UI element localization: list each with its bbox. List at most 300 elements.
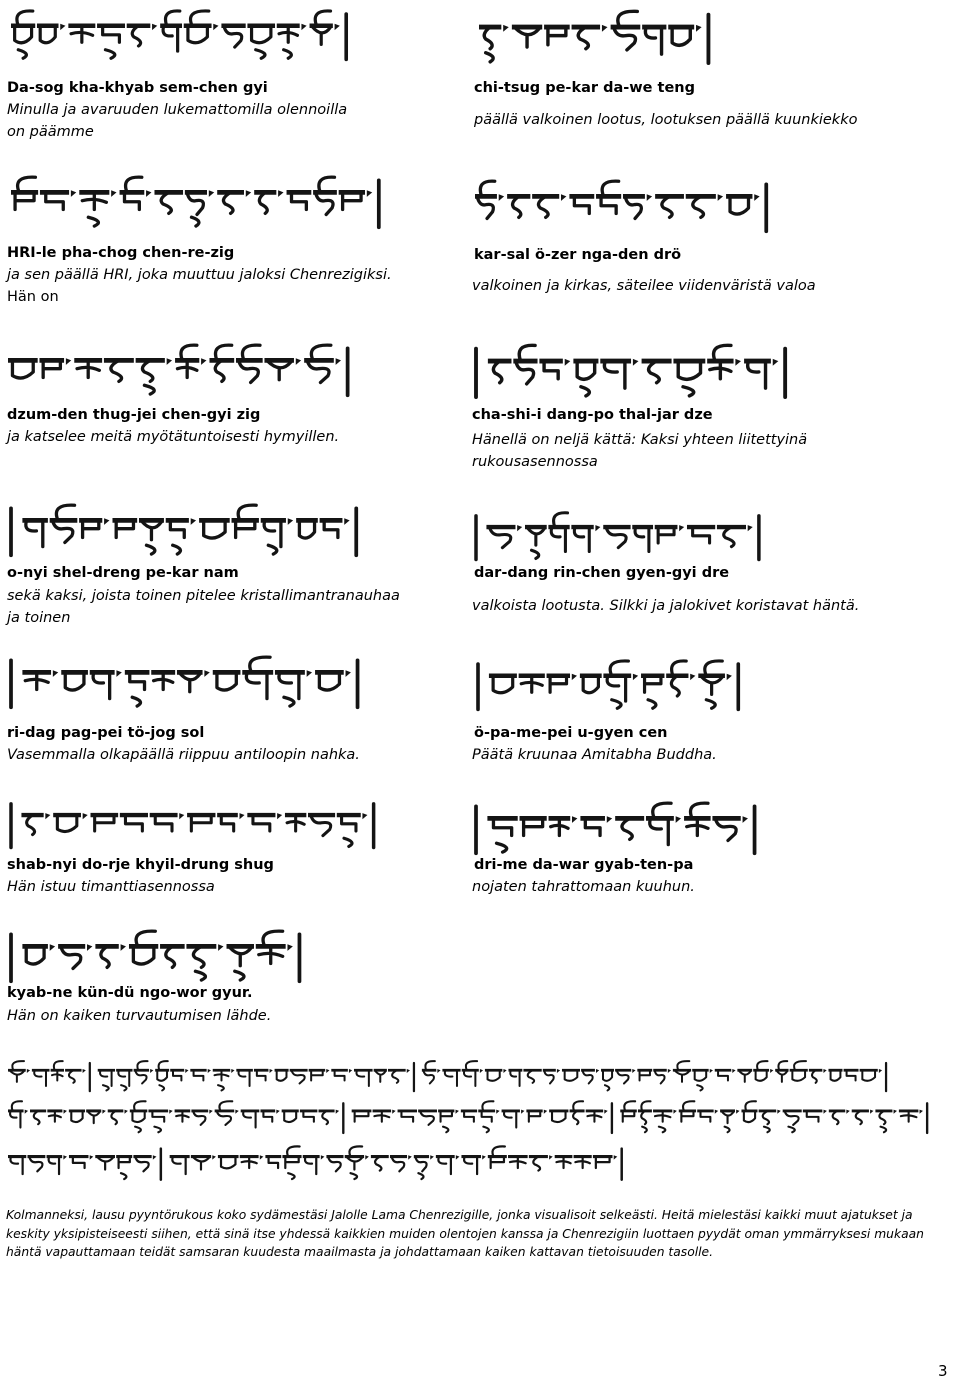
tibetan-glyph: [585, 818, 600, 835]
tibetan-glyph: [510, 1070, 519, 1086]
tibetan-glyph: [743, 816, 748, 823]
tibetan-glyph: [155, 815, 172, 831]
tibetan-glyph: [279, 26, 297, 43]
tibetan-glyph: [362, 813, 367, 819]
tibetan-glyph: [201, 358, 206, 365]
tibetan-glyph: [724, 527, 734, 547]
tibetan-script-image: [5, 500, 423, 560]
tibetan-glyph: [169, 1110, 172, 1114]
tibetan-glyph: [770, 1069, 773, 1073]
tibetan-glyph: [49, 1111, 61, 1122]
tibetan-prose-image: [5, 1098, 935, 1136]
tibetan-glyph: [276, 1110, 279, 1114]
tibetan-glyph: [484, 27, 492, 49]
tibetan-glyph: [77, 360, 99, 377]
tibetan-glyph: [862, 1070, 875, 1081]
tibetan-glyph: [640, 1070, 650, 1080]
tibetan-glyph: [135, 1070, 146, 1083]
tibetan-glyph: [152, 24, 157, 30]
tibetan-glyph: [34, 1070, 46, 1086]
tibetan-glyph: [29, 1157, 42, 1172]
tibetan-glyph: [335, 24, 340, 30]
tibetan-glyph: [93, 672, 110, 698]
tibetan-glyph: [259, 192, 267, 213]
verse-left-3-translation: [7, 426, 339, 448]
tibetan-glyph: [697, 1085, 703, 1090]
tibetan-glyph: [823, 1069, 826, 1073]
tibetan-glyph: [193, 946, 204, 967]
tibetan-glyph: [510, 1157, 526, 1168]
tibetan-glyph: [83, 813, 88, 819]
tibetan-glyph: [103, 1085, 109, 1090]
tibetan-glyph: [673, 1110, 676, 1114]
verse-right-6-transliteration: dri-me da-war gyab-ten-pa: [474, 857, 694, 873]
tibetan-glyph: [773, 359, 779, 366]
tibetan-glyph: [111, 1111, 117, 1124]
tibetan-glyph: [777, 1071, 788, 1082]
tibetan-glyph: [679, 525, 684, 531]
tibetan-script-image: [470, 340, 808, 402]
tibetan-glyph: [642, 1127, 647, 1133]
tibetan-glyph: [121, 1085, 127, 1090]
tibetan-glyph: [833, 1111, 839, 1124]
tibetan-glyph: [142, 360, 152, 381]
tibetan-glyph: [34, 1111, 40, 1124]
tibetan-glyph: [528, 1070, 535, 1083]
tibetan-glyph: [263, 1111, 272, 1122]
tibetan-glyph: [267, 361, 291, 380]
tibetan-glyph: [727, 674, 732, 680]
tibetan-glyph: [556, 1157, 570, 1168]
tibetan-glyph: [150, 1069, 153, 1073]
tibetan-glyph: [577, 361, 595, 379]
tibetan-glyph: [213, 24, 218, 30]
verse-right-2-translation: [472, 275, 816, 297]
tibetan-glyph: [573, 1111, 578, 1124]
tibetan-glyph: [53, 670, 58, 677]
tibetan-glyph: [311, 1070, 323, 1080]
tibetan-glyph: [649, 361, 660, 383]
tibetan-glyph: [572, 674, 577, 680]
tibetan-glyph: [71, 26, 93, 43]
tibetan-glyph: [635, 527, 649, 551]
tibetan-glyph: [73, 1157, 85, 1168]
tibetan-glyph: [104, 518, 109, 525]
tibetan-glyph: [328, 1157, 341, 1172]
verse-left-4-translation: [7, 585, 400, 629]
tibetan-glyph: [284, 50, 292, 59]
tibetan-glyph: [648, 700, 656, 709]
tibetan-glyph: [445, 1070, 457, 1086]
tibetan-glyph: [647, 194, 652, 201]
tibetan-glyph: [418, 1173, 423, 1179]
tibetan-glyph: [443, 1127, 448, 1133]
tibetan-glyph: [221, 815, 233, 831]
verse-right-2-transliteration: kar-sal ö-zer nga-den drö: [474, 247, 682, 263]
tibetan-glyph: [881, 1127, 887, 1133]
tibetan-glyph: [179, 813, 184, 819]
tibetan-glyph: [268, 545, 276, 554]
tibetan-script-image: [8, 172, 423, 232]
tibetan-glyph: [503, 25, 509, 32]
tibetan-glyph: [392, 1157, 405, 1172]
tibetan-glyph: [291, 192, 306, 209]
tibetan-glyph: [163, 26, 178, 51]
tibetan-glyph: [374, 1111, 389, 1122]
tibetan-glyph: [587, 1111, 601, 1122]
tibetan-glyph: [407, 1069, 410, 1073]
tibetan-glyph: [493, 818, 511, 835]
tibetan-glyph: [493, 676, 513, 693]
tibetan-glyph: [645, 676, 661, 693]
tibetan-glyph: [132, 1111, 144, 1122]
tibetan-glyph: [504, 1111, 516, 1128]
tibetan-glyph: [195, 971, 205, 980]
tibetan-glyph: [264, 520, 281, 546]
tibetan-glyph: [879, 1111, 885, 1124]
tibetan-glyph: [408, 1155, 412, 1159]
tibetan-glyph: [303, 1111, 313, 1122]
tibetan-glyph: [623, 1111, 635, 1122]
tibetan-glyph: [496, 1110, 499, 1114]
tibetan-glyph: [718, 194, 723, 201]
tibetan-glyph: [336, 358, 341, 365]
tibetan-glyph: [489, 527, 510, 548]
verse-left-2-translation: [7, 264, 392, 308]
tibetan-glyph: [550, 676, 566, 693]
tibetan-glyph: [678, 361, 700, 379]
tibetan-glyph: [173, 545, 181, 554]
tibetan-glyph: [246, 672, 267, 698]
tibetan-glyph: [527, 528, 544, 546]
tibetan-glyph: [392, 1110, 395, 1114]
tibetan-glyph: [159, 1085, 164, 1090]
tibetan-glyph: [235, 1110, 238, 1114]
tibetan-glyph: [614, 27, 636, 50]
tibetan-glyph: [583, 676, 598, 693]
tibetan-glyph: [121, 1173, 126, 1179]
tibetan-glyph: [725, 1127, 730, 1133]
tibetan-glyph: [223, 192, 233, 213]
tibetan-glyph: [681, 1111, 693, 1122]
tibetan-glyph: [119, 1157, 130, 1168]
tibetan-glyph: [269, 1157, 279, 1168]
tibetan-glyph: [894, 1110, 897, 1114]
tibetan-glyph: [180, 673, 200, 692]
tibetan-glyph: [291, 1070, 304, 1083]
tibetan-glyph: [574, 196, 589, 213]
verse-left-1-transliteration: Da-sog kha-khyab sem-chen gyi: [7, 80, 268, 96]
tibetan-glyph: [221, 1157, 235, 1169]
tibetan-glyph: [464, 1157, 477, 1174]
tibetan-glyph: [658, 527, 674, 543]
tibetan-glyph: [870, 1110, 873, 1114]
translation-line: rukousasennossa: [472, 454, 598, 470]
tibetan-glyph: [748, 525, 753, 531]
tibetan-glyph: [50, 944, 55, 951]
tibetan-glyph: [604, 1110, 607, 1114]
tibetan-script-image: [470, 508, 816, 564]
tibetan-glyph: [785, 1111, 799, 1125]
translation-line: nojaten tahrattomaan kuuhun.: [472, 879, 695, 895]
tibetan-glyph: [415, 1157, 426, 1172]
tibetan-glyph: [116, 520, 133, 537]
tibetan-glyph: [154, 672, 173, 689]
tibetan-script-image: [5, 926, 347, 986]
page-number: 3: [938, 1362, 948, 1380]
verse-left-7-transliteration: kyab-ne kün-dü ngo-wor gyur.: [7, 985, 253, 1001]
tibetan-glyph: [188, 26, 207, 43]
tibetan-glyph: [284, 1111, 296, 1122]
tibetan-glyph: [187, 192, 203, 214]
tibetan-glyph: [204, 670, 209, 677]
tibetan-glyph: [582, 1070, 592, 1083]
tibetan-glyph: [215, 1070, 229, 1080]
verse-right-5-translation: [472, 744, 717, 766]
tibetan-glyph: [224, 26, 242, 47]
tibetan-glyph: [83, 520, 99, 537]
tibetan-glyph: [27, 815, 35, 835]
tibetan-glyph: [194, 1070, 204, 1080]
tibetan-glyph: [152, 1111, 164, 1122]
tibetan-glyph: [57, 815, 76, 831]
tibetan-glyph: [464, 1111, 474, 1122]
tibetan-glyph: [135, 1127, 141, 1133]
tibetan-glyph: [710, 1069, 713, 1073]
tibetan-glyph: [321, 1155, 325, 1159]
tibetan-glyph: [102, 1110, 105, 1114]
tibetan-glyph: [662, 196, 672, 217]
tibetan-glyph: [217, 672, 236, 690]
tibetan-glyph: [301, 24, 306, 30]
tibetan-glyph: [683, 387, 694, 396]
tibetan-glyph: [305, 1157, 316, 1174]
tibetan-glyph: [695, 1070, 707, 1081]
tibetan-glyph: [365, 1155, 369, 1159]
verse-right-1-translation: [474, 109, 857, 131]
tibetan-glyph: [45, 813, 50, 819]
tibetan-glyph: [632, 1069, 635, 1073]
tibetan-glyph: [285, 1157, 298, 1168]
tibetan-glyph: [438, 1157, 451, 1174]
tibetan-glyph: [521, 1110, 524, 1114]
tibetan-prose-image: [5, 1143, 635, 1183]
tibetan-glyph: [538, 196, 548, 217]
tibetan-glyph: [229, 947, 251, 966]
tibetan-glyph: [256, 50, 265, 59]
tibetan-glyph: [132, 697, 140, 706]
tibetan-glyph: [326, 1069, 329, 1073]
tibetan-glyph: [710, 361, 731, 379]
tibetan-glyph: [722, 1111, 734, 1123]
tibetan-glyph: [43, 360, 60, 377]
verse-right-1-transliteration: chi-tsug pe-kar da-we teng: [474, 80, 696, 96]
tibetan-glyph: [95, 815, 114, 831]
tibetan-glyph: [61, 946, 81, 968]
tibetan-glyph: [503, 1069, 506, 1073]
tibetan-script-image: [472, 656, 782, 714]
tibetan-glyph: [464, 1070, 475, 1086]
tibetan-glyph: [812, 1070, 817, 1083]
tibetan-glyph: [52, 1070, 63, 1080]
tibetan-glyph: [46, 192, 63, 209]
tibetan-glyph: [788, 1127, 794, 1133]
tibetan-glyph: [477, 196, 493, 218]
tibetan-glyph: [792, 1070, 805, 1081]
tibetan-glyph: [633, 674, 638, 680]
tibetan-glyph: [60, 24, 65, 30]
tibetan-glyph: [764, 1127, 770, 1133]
tibetan-glyph: [71, 1111, 82, 1122]
tibetan-glyph: [121, 944, 126, 951]
tibetan-glyph: [730, 196, 748, 214]
tibetan-glyph: [607, 816, 612, 823]
tibetan-glyph: [146, 545, 154, 554]
tibetan-script-image: [8, 6, 383, 64]
tibetan-glyph: [693, 196, 704, 217]
tibetan-glyph: [172, 1157, 185, 1174]
tibetan-glyph: [239, 1070, 250, 1086]
tibetan-glyph: [193, 1157, 209, 1170]
tibetan-glyph: [655, 1111, 670, 1122]
tibetan-glyph: [544, 361, 558, 379]
tibetan-glyph: [173, 1070, 181, 1080]
tibetan-glyph: [901, 1111, 917, 1122]
tibetan-glyph: [551, 527, 565, 551]
tibetan-glyph: [561, 194, 566, 201]
tibetan-glyph: [602, 25, 608, 32]
translation-line: valkoista lootusta. Silkki ja jalokivet koristavat häntä.: [472, 598, 860, 614]
tibetan-glyph: [154, 1127, 161, 1133]
tibetan-glyph: [596, 1069, 599, 1073]
tibetan-glyph: [287, 815, 304, 831]
tibetan-glyph: [606, 527, 626, 548]
tibetan-glyph: [25, 1110, 28, 1114]
tibetan-glyph: [336, 1110, 339, 1114]
tibetan-glyph: [846, 1110, 849, 1114]
tibetan-glyph: [375, 1157, 381, 1171]
tibetan-glyph: [655, 1070, 665, 1083]
translation-line: päällä valkoinen lootus, lootuksen päällä kuunkiekko: [474, 112, 858, 128]
tibetan-glyph: [879, 1069, 882, 1073]
tibetan-glyph: [529, 1111, 540, 1122]
tibetan-glyph: [12, 360, 33, 378]
tibetan-glyph: [218, 1085, 224, 1090]
tibetan-glyph: [257, 1070, 266, 1080]
tibetan-glyph: [401, 1111, 413, 1122]
tibetan-glyph: [66, 358, 71, 365]
tibetan-glyph: [288, 518, 293, 525]
tibetan-glyph: [239, 360, 259, 382]
instruction-paragraph: Kolmanneksi, lausu pyyntörukous koko sydämestäsi Jalolle Lama Chenrezigille, jonka visualisoit selkeästi. Heitä mielestäsi kaikki muut ajatukset ja keskity yksipisteiseesti siihen, että sinä itse yhdessä kaikkien muiden olentojen kanssa ja Chenrezigiin luottaen pyydät oman ymmärryksesi mukaan häntä vapauttamaan teidät samsaran kuudesta maailmasta ja johdattamaan kaiken kattavan tietoisuuden tasolle.: [6, 1208, 924, 1259]
tibetan-glyph: [217, 1111, 231, 1125]
tibetan-glyph: [420, 1111, 434, 1125]
tibetan-glyph: [676, 816, 681, 823]
tibetan-glyph: [346, 670, 351, 677]
tibetan-glyph: [356, 1070, 368, 1086]
tibetan-glyph: [26, 946, 44, 964]
tibetan-glyph: [204, 520, 225, 538]
tibetan-glyph: [565, 1070, 578, 1081]
tibetan-glyph: [278, 190, 283, 197]
tibetan-glyph: [296, 358, 301, 365]
tibetan-glyph: [549, 1155, 553, 1159]
tibetan-glyph: [687, 818, 708, 835]
tibetan-glyph: [744, 1111, 755, 1122]
tibetan-glyph: [103, 26, 120, 43]
tibetan-glyph: [645, 27, 661, 54]
tibetan-glyph: [732, 1069, 735, 1073]
tibetan-glyph: [482, 1111, 492, 1122]
tibetan-glyph: [215, 360, 224, 381]
tibetan-glyph: [277, 813, 282, 819]
tibetan-glyph: [135, 1157, 148, 1172]
tibetan-glyph: [40, 26, 55, 43]
tibetan-glyph: [574, 527, 589, 551]
tibetan-glyph: [236, 520, 255, 537]
translation-line: Hän istuu timanttiasennossa: [7, 879, 215, 895]
verse-right-4-transliteration: dar-dang rin-chen gyen-gyi dre: [474, 565, 730, 581]
tibetan-glyph: [118, 1070, 129, 1086]
tibetan-glyph: [299, 520, 314, 538]
tibetan-glyph: [170, 520, 184, 537]
tibetan-glyph: [344, 838, 352, 846]
tibetan-glyph: [524, 818, 543, 835]
tibetan-glyph: [696, 25, 702, 32]
tibetan-glyph: [209, 1110, 212, 1114]
tibetan-glyph: [823, 1110, 826, 1114]
verse-left-1-translation: [7, 99, 347, 143]
tibetan-glyph: [572, 816, 577, 823]
tibetan-glyph: [488, 1070, 500, 1081]
tibetan-glyph: [64, 1110, 67, 1114]
tibetan-glyph: [701, 1111, 711, 1122]
tibetan-glyph: [111, 190, 116, 197]
tibetan-script-image: [472, 176, 812, 236]
tibetan-glyph: [456, 1110, 459, 1114]
verse-left-5-transliteration: ri-dag pag-pei tö-jog sol: [7, 725, 205, 741]
tibetan-glyph: [153, 1155, 157, 1159]
tibetan-glyph: [693, 527, 710, 543]
verse-right-3-transliteration: cha-shi-i dang-po thal-jar dze: [472, 407, 713, 423]
tibetan-glyph: [191, 815, 211, 831]
tibetan-glyph: [496, 843, 506, 852]
tibetan-glyph: [27, 1069, 30, 1073]
tibetan-glyph: [735, 359, 741, 366]
tibetan-glyph: [544, 1110, 547, 1114]
tibetan-glyph: [52, 520, 72, 542]
tibetan-glyph: [517, 525, 522, 531]
verse-right-6-translation: [472, 876, 695, 898]
tibetan-glyph: [209, 190, 214, 197]
tibetan-script-image: [476, 6, 802, 68]
tibetan-glyph: [10, 1111, 20, 1128]
translation-line: ja katselee meitä myötätuntoisesti hymyillen.: [7, 429, 340, 445]
tibetan-glyph: [124, 192, 139, 209]
verse-left-6-translation: [7, 876, 215, 898]
tibetan-glyph: [193, 1111, 205, 1125]
tibetan-glyph: [15, 192, 34, 209]
tibetan-glyph: [161, 192, 171, 213]
tibetan-glyph: [176, 1111, 189, 1122]
tibetan-glyph: [607, 676, 626, 701]
tibetan-glyph: [690, 674, 695, 680]
tibetan-prose-image: [5, 1058, 893, 1094]
tibetan-glyph: [367, 190, 372, 197]
tibetan-glyph: [208, 1069, 211, 1073]
tibetan-glyph: [831, 1070, 841, 1081]
tibetan-glyph: [49, 1157, 59, 1174]
